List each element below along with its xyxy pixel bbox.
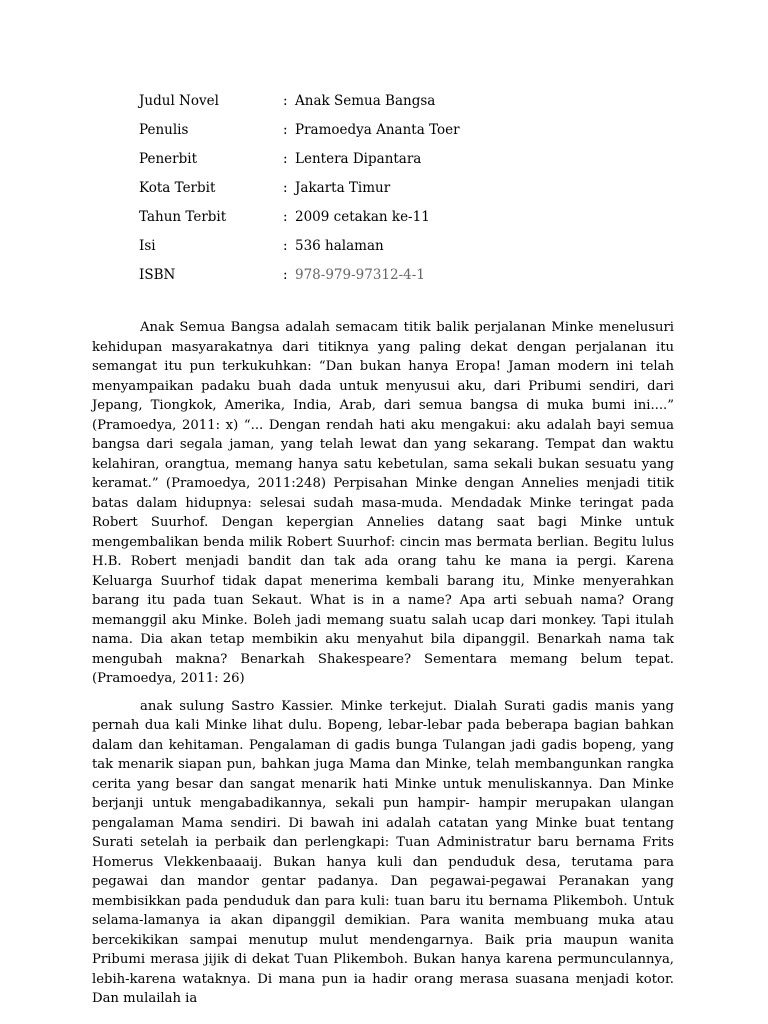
book-info-label: Penulis [139,121,189,138]
book-info-separator: : [283,92,288,109]
book-info-separator: : [283,266,288,283]
book-info-value: Pramoedya Ananta Toer [295,121,460,138]
book-info-label: Tahun Terbit [139,208,227,225]
book-info-row-author [139,115,659,144]
book-info-separator: : [283,121,288,138]
book-info-row-pages [139,231,659,260]
book-info-value: Lentera Dipantara [295,150,422,167]
review-body [92,318,674,1009]
book-info-row-city [139,173,659,202]
book-info-value-isbn: 978-979-97312-4-1 [295,266,425,283]
book-info-value: Jakarta Timur [295,179,391,196]
book-info-label: ISBN [139,266,176,283]
book-info-row-title [139,86,659,115]
book-info-label: Penerbit [139,150,197,167]
book-info-separator: : [283,179,288,196]
book-info-label: Isi [139,237,156,254]
body-paragraph: Anak Semua Bangsa adalah semacam titik balik perjalanan Minke menelusuri kehidupan masyarakatnya dari titiknya yang paling dekat dengan perjalanan itu semangat itu pun terkukuhkan: “Dan bukan hanya Eropa! Jaman modern ini telah menyampaikan padaku buah dada untuk menyusui aku, dari Pribumi sendiri, dari Jepang, Tiongkok, Amerika, India, Arab, dari semua bangsa di muka bumi ini....” (Pramoedya, 2011: x) “... Dengan rendah hati aku mengakui: aku adalah bayi semua bangsa dari segala jaman, yang telah lewat dan yang sekarang. Tempat dan waktu kelahiran, orangtua, memang hanya satu kebetulan, sama sekali bukan sesuatu yang keramat.” (Pramoedya, 2011:248) Perpisahan Minke dengan Annelies menjadi titik batas dalam hidupnya: selesai sudah masa-muda. Mendadak Minke teringat pada Robert Suurhof. Dengan kepergian Annelies datang saat bagi Minke untuk mengembalikan benda milik Robert Suurhof: cincin mas bermata berlian. Begitu lulus H.B. Robert menjadi bandit dan tak ada orang tahu ke mana ia pergi. Karena Keluarga Suurhof tidak dapat menerima kembali barang itu, Minke menyerahkan barang itu pada tuan Sekaut. What is in a name? Apa arti sebuah nama? Orang memanggil aku Minke. Boleh jadi memang suatu salah ucap dari monkey. Tapi itulah nama. Dia akan tetap membikin aku menyahut bila dipanggil. Benarkah nama tak mengubah makna? Benarkah Shakespeare? Sementara memang belum tepat. (Pramoedya, 2011: 26) [92,320,674,686]
book-info-row-publisher [139,144,659,173]
book-info-row-year [139,202,659,231]
book-info-value: Anak Semua Bangsa [295,92,436,109]
book-info-table [139,86,659,289]
book-info-separator: : [283,208,288,225]
book-info-value: 536 halaman [295,237,384,254]
book-info-separator: : [283,237,288,254]
book-info-separator: : [283,150,288,167]
book-info-label: Judul Novel [139,92,219,109]
body-paragraph: anak sulung Sastro Kassier. Minke terkejut. Dialah Surati gadis manis yang pernah dua kali Minke lihat dulu. Bopeng, lebar-lebar pada beberapa bagian bahkan dalam dan kehitaman. Pengalaman di gadis bunga Tulangan jadi gadis bopeng, yang tak menarik siapan pun, bahkan juga Mama dan Minke, telah membangunkan rangka cerita yang besar dan sangat menarik hati Minke untuk menuliskannya. Dan Minke berjanji untuk mengabadikannya, sekali pun hampir- hampir merupakan ulangan pengalaman Mama sendiri. Di bawah ini adalah catatan yang Minke buat tentang Surati setelah ia perbaik dan perlengkapi: Tuan Administratur baru bernama Frits Homerus Vlekkenbaaaij. Bukan hanya kuli dan penduduk desa, terutama para pegawai dan mandor gentar padanya. Dan pegawai-pegawai Peranakan yang membisikkan pada penduduk dan para kuli: tuan baru itu bernama Plikemboh. Untuk selama-lamanya ia akan dipanggil demikian. Para wanita membuang muka atau bercekikikan sampai menutup mulut mendengarnya. Baik pria maupun wanita Pribumi merasa jijik di dekat Tuan Plikemboh. Bukan hanya karena permunculannya, lebih-karena wataknya. Di mana pun ia hadir orang merasa suasana menjadi kotor. Dan mulailah ia [92,698,674,1006]
book-info-label: Kota Terbit [139,179,216,196]
book-info-row-isbn [139,260,659,289]
book-info-value: 2009 cetakan ke-11 [295,208,430,225]
